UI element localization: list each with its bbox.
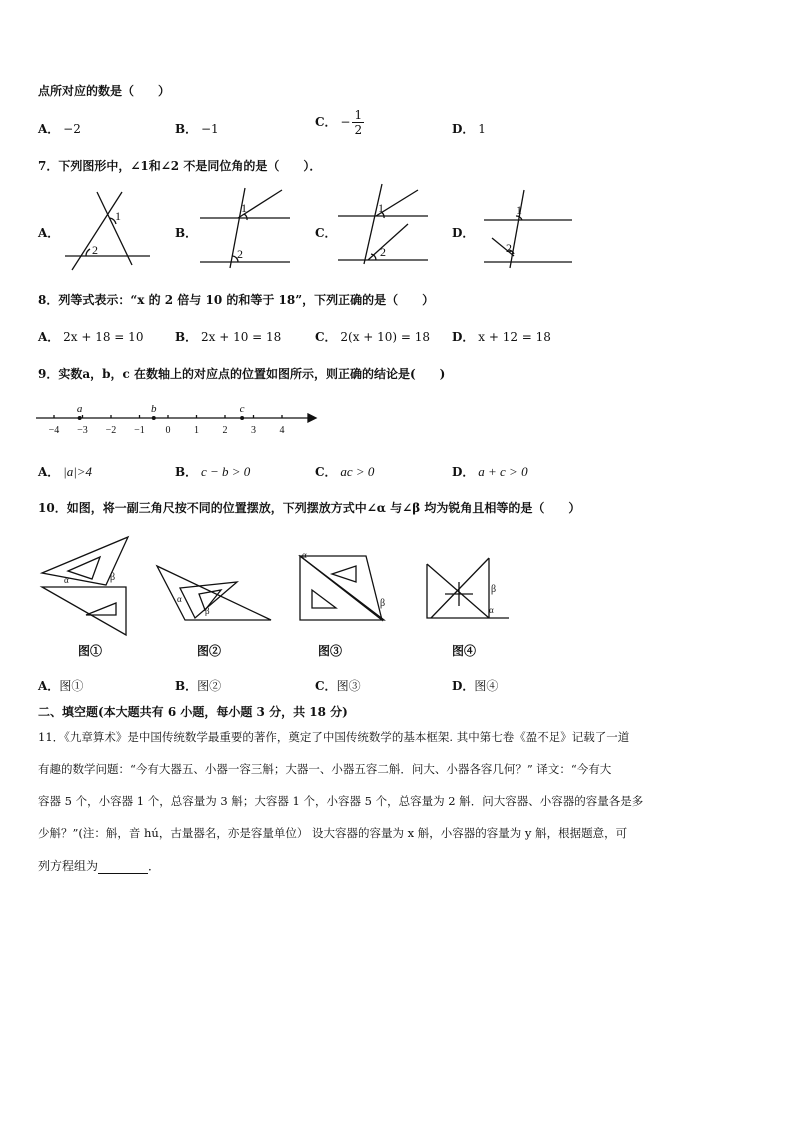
figure-line [431, 558, 489, 618]
beta-label: β [380, 598, 386, 609]
q6-option-c[interactable] [315, 108, 364, 137]
fraction-numerator: 1 [354, 108, 363, 122]
q8-option-b[interactable] [175, 328, 281, 345]
point-b [152, 416, 156, 420]
triangle [42, 587, 126, 635]
answer-blank[interactable] [98, 873, 148, 874]
axis-tick-label: 4 [279, 425, 285, 436]
beta-label: β [491, 584, 497, 595]
figure-line [510, 190, 524, 268]
q7-stem: 7．下列图形中，∠1和∠2 不是同位角的是（ ）． [38, 159, 322, 173]
option-letter: B． [175, 122, 198, 136]
fig-label-1: 图① [78, 644, 103, 658]
fraction [352, 108, 364, 137]
q8-stem: 8．列等式表示：“x 的 2 倍与 10 的和等于 18”，下列正确的是（ ） [38, 293, 435, 307]
option-letter: C． [315, 115, 337, 129]
q11-line-2: 有趣的数学问题：“今有大器五、小器一容三斛；大器一、小器五容二斛．问大、小器各容几何？” 译文：“今有大 [38, 762, 612, 776]
option-letter: C． [315, 465, 337, 479]
angle-label-1: 1 [241, 201, 247, 215]
q11-last-line: 列方程组为 [38, 859, 99, 873]
angle-label-1: 1 [516, 203, 522, 217]
angle-label-1: 1 [378, 201, 384, 215]
axis-tick-label: −2 [105, 425, 117, 436]
option-text: 1 [478, 122, 486, 136]
q9-option-b[interactable] [175, 463, 250, 480]
option-sign: − [340, 115, 351, 129]
section-title: 二、填空题(本大题共有 6 小题，每小题 3 分，共 18 分) [38, 705, 348, 719]
option-text: 图② [197, 679, 222, 693]
axis-tick-label: 2 [222, 425, 228, 436]
q10-option-c[interactable] [315, 677, 361, 694]
point-label-b: b [151, 403, 157, 415]
alpha-label: α [177, 594, 182, 604]
q10-option-d[interactable] [452, 677, 498, 694]
angle-label-2: 2 [237, 247, 243, 261]
triangle-inner [332, 566, 356, 582]
option-text: x + 12 = 18 [478, 330, 551, 344]
q11-line-5 [38, 857, 160, 874]
q9-option-c[interactable] [315, 463, 374, 480]
option-text: c − b > 0 [200, 464, 251, 479]
angle-label-2: 2 [380, 245, 386, 259]
q6-option-d[interactable] [452, 120, 486, 137]
q7-option-c[interactable]: C． [315, 226, 337, 240]
fraction-denominator: 2 [354, 123, 363, 137]
q11-line-3: 容器 5 个，小容器 1 个，总容量为 3 斛；大容器 1 个，小容器 5 个，总容量为 2 斛．问大容器、小容器的容量各是多 [38, 794, 644, 808]
beta-label: β [205, 606, 210, 616]
angle-label-1: 1 [115, 209, 121, 223]
triangle [157, 566, 271, 620]
alpha-label: α [302, 550, 307, 560]
option-letter: D． [452, 679, 475, 693]
option-text: |a|>4 [63, 464, 93, 479]
point-c [240, 416, 244, 420]
option-letter: B． [175, 679, 198, 693]
axis-tick-label: −1 [134, 425, 145, 436]
fig-label-4: 图④ [452, 644, 477, 658]
fig-label-2: 图② [197, 644, 222, 658]
beta-label: β [110, 572, 116, 583]
option-letter: A． [38, 465, 60, 479]
option-letter: A． [38, 330, 60, 344]
option-letter: C． [315, 330, 337, 344]
q10-figure-3 [296, 550, 396, 622]
axis-tick-label: 3 [251, 425, 256, 436]
axis-tick-label: 0 [165, 425, 171, 436]
triangle-inner [312, 590, 336, 608]
q11-line-4: 少斛？”(注：斛，音 hú，古量器名，亦是容量单位） 设大容器的容量为 x 斛，小容器的容量为 y 斛，根据题意，可 [38, 826, 628, 840]
q11-last-tail: ． [148, 859, 161, 873]
q6-option-a[interactable] [38, 120, 81, 137]
q7-figure-d [484, 190, 579, 268]
q8-option-c[interactable] [315, 328, 430, 345]
option-letter: B． [175, 465, 198, 479]
q9-stem: 9．实数a，b，c 在数轴上的对应点的位置如图所示，则正确的结论是( ) [38, 367, 446, 381]
triangle [42, 537, 128, 585]
option-letter: D． [452, 465, 475, 479]
axis-tick-label: −3 [77, 425, 88, 436]
q8-option-d[interactable] [452, 328, 551, 345]
option-text: 2x + 10 = 18 [200, 330, 282, 344]
q9-option-a[interactable] [38, 463, 92, 480]
triangle-inner [199, 590, 221, 610]
option-text: 图① [59, 679, 84, 693]
q7-option-d[interactable]: D． [452, 226, 475, 240]
figure-line [72, 192, 122, 270]
axis-tick-label: 1 [194, 425, 199, 436]
option-text: 2x + 18 = 10 [63, 330, 144, 344]
angle-arc [86, 249, 90, 256]
option-letter: B． [175, 330, 198, 344]
option-letter: C． [315, 679, 337, 693]
option-text: −1 [200, 122, 219, 136]
q10-figure-4 [425, 548, 515, 622]
option-text: a + c > 0 [478, 464, 528, 479]
angle-label-2: 2 [92, 243, 98, 257]
q10-figure-2 [155, 560, 275, 622]
q7-option-b[interactable]: B． [175, 226, 198, 240]
alpha-label: α [489, 605, 494, 615]
q6-option-b[interactable] [175, 120, 219, 137]
q7-figure-c [338, 184, 433, 266]
option-text: −2 [63, 122, 81, 136]
q7-figure-b [200, 188, 295, 268]
point-label-a: a [76, 403, 83, 415]
option-text: ac > 0 [340, 464, 375, 479]
q10-option-b[interactable] [175, 677, 221, 694]
option-letter: A． [38, 122, 60, 136]
option-letter: A． [38, 679, 60, 693]
q6-stem-tail: 点所对应的数是（ ） [38, 84, 171, 98]
axis-tick-label: −4 [48, 425, 60, 436]
option-text: 图④ [474, 679, 499, 693]
q7-figure-a [60, 190, 155, 270]
option-text: 2(x + 10) = 18 [340, 330, 431, 344]
q10-option-a[interactable] [38, 677, 83, 694]
fig-label-3: 图③ [318, 644, 343, 658]
point-label-c: c [239, 403, 245, 415]
q8-option-a[interactable] [38, 328, 143, 345]
q9-number-line [36, 400, 316, 440]
option-letter: D． [452, 330, 475, 344]
option-text: 图③ [336, 679, 361, 693]
point-a [78, 416, 82, 420]
q10-stem: 10．如图，将一副三角尺按不同的位置摆放，下列摆放方式中∠α 与∠β 均为锐角且相等的是（ ） [38, 501, 581, 515]
triangle-inner [86, 603, 116, 615]
triangle [300, 556, 382, 620]
angle-label-2: 2 [506, 241, 512, 255]
axis-arrow-icon [308, 414, 316, 422]
option-letter: D． [452, 122, 475, 136]
q10-figure-1 [40, 535, 140, 635]
alpha-label: α [64, 575, 69, 585]
q11-line-1: 11．《九章算术》是中国传统数学最重要的著作，奠定了中国传统数学的基本框架. 其中第七卷《盈不足》记载了一道 [38, 730, 630, 744]
q9-option-d[interactable] [452, 463, 528, 480]
q7-option-a[interactable]: A． [38, 226, 60, 240]
